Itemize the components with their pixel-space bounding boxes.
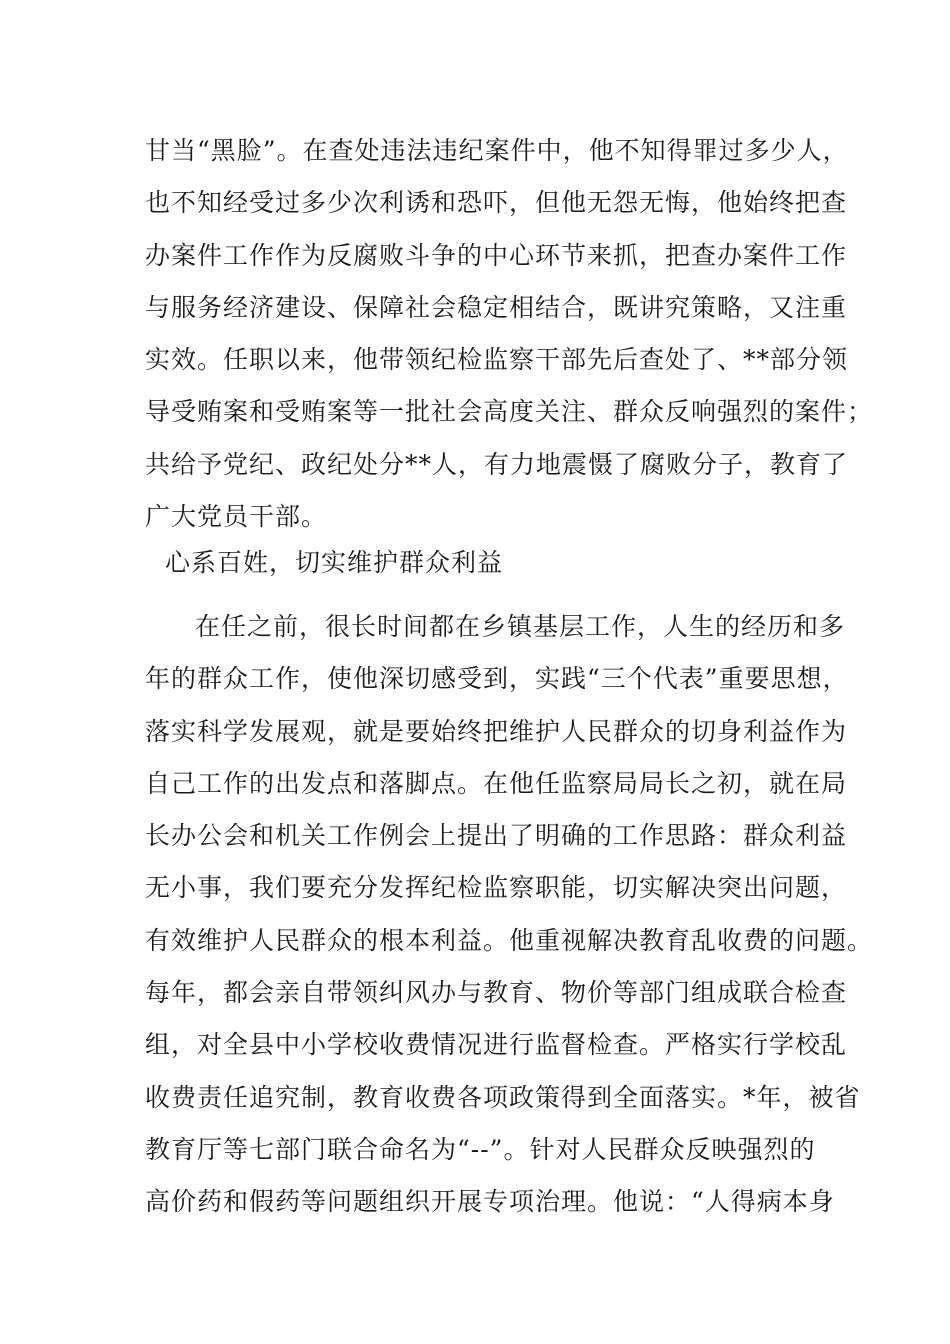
text-line: 自己工作的出发点和落脚点。在他任监察局局长之初，就在局 xyxy=(145,768,848,798)
paragraph-1 xyxy=(145,125,874,543)
text-line: 甘当“黑脸”。在查处违法违纪案件中，他不知得罪过多少人， xyxy=(145,136,849,165)
text-line: 每年，都会亲自带领纠风办与教育、物价等部门组成联合检查 xyxy=(145,978,848,1008)
text-line: 在任之前，很长时间都在乡镇基层工作，人生的经历和多 xyxy=(195,612,846,641)
text-line: 年的群众工作，使他深切感受到，实践“三个代表”重要思想， xyxy=(145,664,849,694)
text-line: 广大党员干部。 xyxy=(145,502,328,532)
text-line: 长办公会和机关工作例会上提出了明确的工作思路：群众利益 xyxy=(145,821,848,851)
paragraph-2 xyxy=(145,601,874,1229)
section-heading-block xyxy=(145,537,805,589)
text-line: 高价药和假药等问题组织开展专项治理。他说：“人得病本身 xyxy=(145,1187,835,1217)
text-line: 无小事，我们要充分发挥纪检监察职能，切实解决突出问题， xyxy=(145,873,848,903)
text-line: 收费责任追究制，教育收费各项政策得到全面落实。*年，被省 xyxy=(145,1082,861,1112)
text-line: 实效。任职以来，他带领纪检监察干部先后查处了、**部分领 xyxy=(145,345,849,375)
text-line: 与服务经济建设、保障社会稳定相结合，既讲究策略，又注重 xyxy=(145,292,848,322)
section-heading: 心系百姓，切实维护群众利益 xyxy=(165,548,504,577)
text-line: 教育厅等七部门联合命名为“--”。针对人民群众反映强烈的 xyxy=(145,1134,816,1164)
text-line: 也不知经受过多少次利诱和恐吓，但他无怨无悔，他始终把查 xyxy=(145,188,848,218)
text-line: 落实科学发展观，就是要始终把维护人民群众的切身利益作为 xyxy=(145,716,848,746)
text-line: 办案件工作作为反腐败斗争的中心环节来抓，把查办案件工作 xyxy=(145,240,848,270)
text-line: 有效维护人民群众的根本利益。他重视解决教育乱收费的问题。 xyxy=(145,925,874,955)
text-line: 导受贿案和受贿案等一批社会高度关注、群众反响强烈的案件； xyxy=(145,397,874,427)
text-line: 共给予党纪、政纪处分**人，有力地震慑了腐败分子，教育了 xyxy=(145,449,849,479)
text-line: 组，对全县中小学校收费情况进行监督检查。严格实行学校乱 xyxy=(145,1030,848,1060)
